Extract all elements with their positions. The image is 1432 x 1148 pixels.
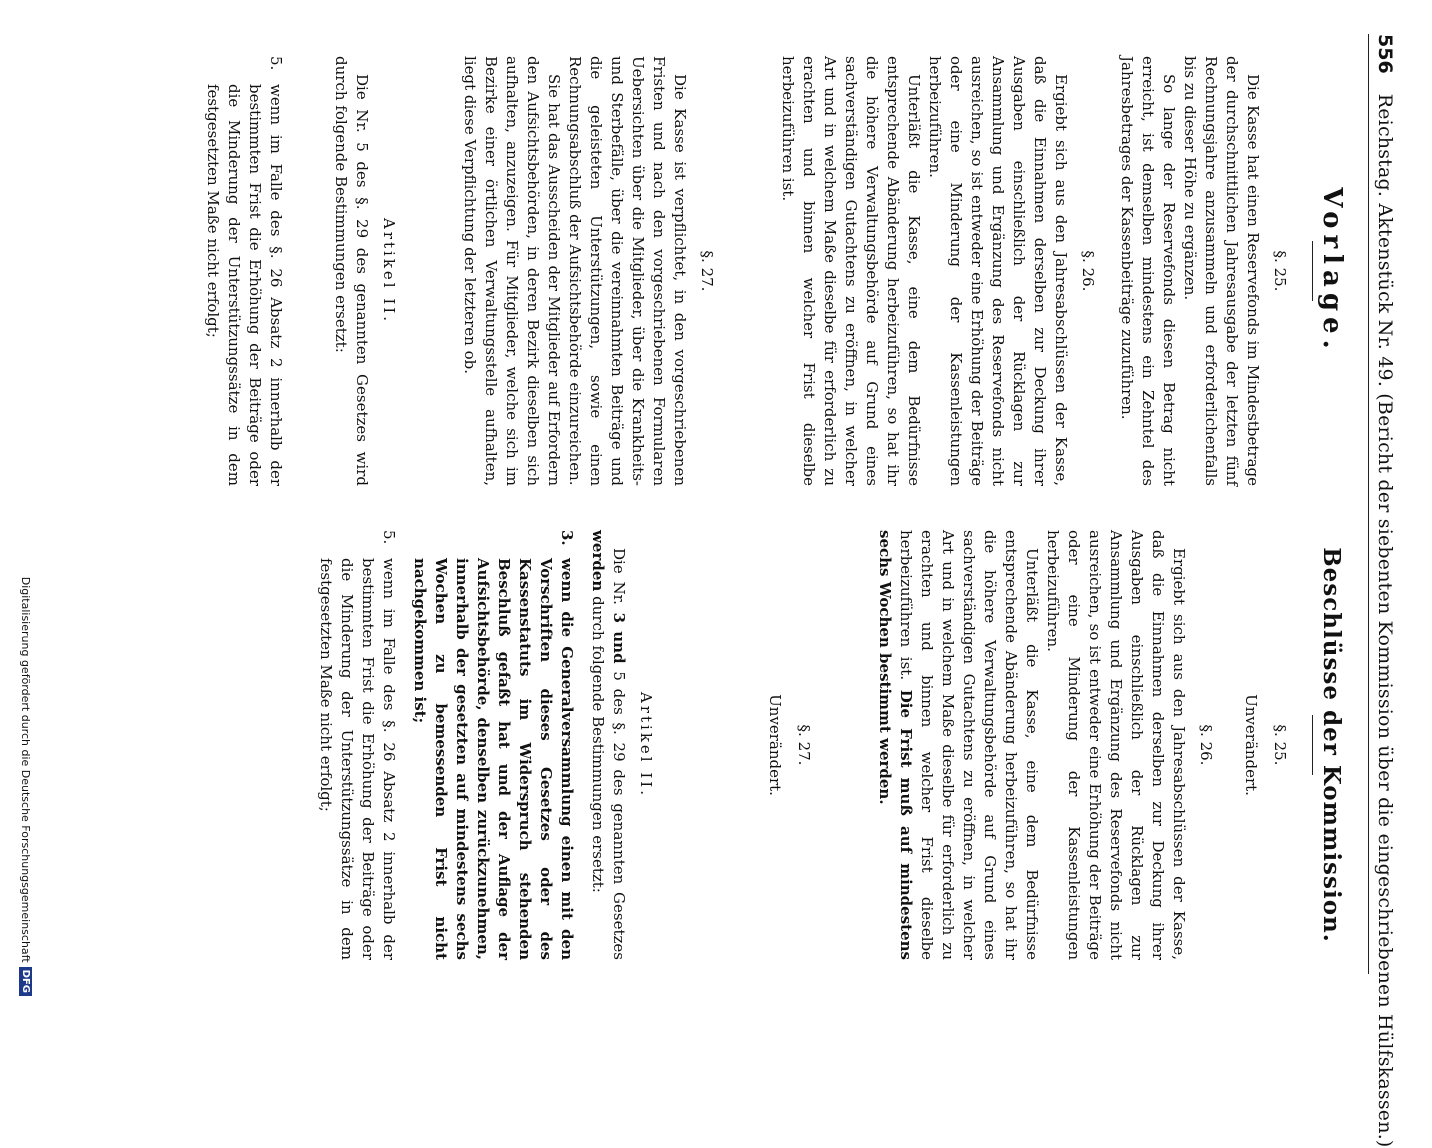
left-column-vorlage xyxy=(202,56,1348,486)
item-number: 5. xyxy=(267,56,285,71)
section-26-paragraph-2: Unterläßt die Kasse, eine dem Bedürfnisse entsprechende Abänderung herbeizuführen, so hat ihr die höhere Verwaltungsbehörde auf Grund eines sachverständigen Gutachtens zu eröffnen, in welcher Art und in welchem Maße dieselbe für erforderlich zu erachten und binnen welcher Frist dieselbe herbeizuführen ist. xyxy=(779,56,923,486)
article-2-text-b: 3 und xyxy=(610,612,628,664)
list-item xyxy=(315,530,399,960)
section-26-paragraph-1: Ergiebt sich aus den Jahresabschlüssen der Kasse, daß die Einnahmen derselben zur Deckung ihrer Ausgaben einschließlich der Rücklagen zur Ansammlung und Ergänzung des Reservefonds nicht ausreichen, so ist entweder eine Erhöhung der Beiträge oder eine Minderung der Kassenleistungen herbeizuführen. xyxy=(926,56,1070,486)
list-item xyxy=(409,530,577,960)
section-26-title: §. 26. xyxy=(1197,724,1215,766)
heading-rule xyxy=(1312,715,1313,775)
article-2-paragraph: Die Nr. 5 des §. 29 des genannten Gesetzes wird durch folgende Bestimmungen ersetzt: xyxy=(332,56,371,486)
section-26-added-sentence: Die Frist muß auf mindestens sechs Wochen bestimmt werden. xyxy=(876,530,915,960)
section-27-paragraph-1: Die Kasse ist verpflichtet, in den vorgeschriebenen Fristen und nach den vorgeschriebenen Formularen Uebersichten über die Mitglieder, über die Krankheits- und Sterbefälle, über die vereinnahmten Beiträge und die geleisteten Unterstützungen, sowie einen Rechnungsabschluß der Aufsichtsbehörde einzureichen. xyxy=(566,56,689,486)
right-column-beschluesse xyxy=(315,530,1348,960)
item-text: wenn im Falle des §. 26 Absatz 2 innerhalb der bestimmten Frist die Erhöhung der Beiträge oder die Minderung der Unterstützungssätze in dem festgesetzten Maße nicht erfolgt; xyxy=(204,84,285,486)
article-2-title: Artikel II. xyxy=(637,692,655,798)
section-25-paragraph-1: Die Kasse hat einen Reservefonds im Mindestbetrage der durchschnittlichen Jahresausgabe der letzten fünf Rechnungsjahre anzusammeln und erforderlichenfalls bis zu dieser Höhe zu ergänzen. xyxy=(1181,56,1262,486)
left-column-heading: Vorlage. xyxy=(1317,187,1347,355)
section-27-title: §. 27. xyxy=(698,250,716,292)
section-26-paragraph-1: Ergiebt sich aus den Jahresabschlüssen der Kasse, daß die Einnahmen derselben zur Deckung ihrer Ausgaben einschließlich der Rücklagen zur Ansammlung und Ergänzung des Reservefonds nicht ausreichen, so ist entweder eine Erhöhung der Beiträge oder eine Minderung der Kassenleistungen herbeizuführen. xyxy=(1044,530,1188,960)
list-item xyxy=(202,56,286,486)
heading-rule xyxy=(1312,241,1313,301)
section-27-title: §. 27. xyxy=(795,724,813,766)
item-text: wenn im Falle des §. 26 Absatz 2 innerhalb der bestimmten Frist die Erhöhung der Beiträge oder die Minderung der Unterstützungssätze in dem festgesetzten Maße nicht erfolgt; xyxy=(317,558,398,960)
section-25-paragraph-2: So lange der Reservefonds diesen Betrag nicht erreicht, ist demselben mindestens ein Zehntel des Jahresbetrages der Kassenbeiträge zuzuführen. xyxy=(1118,56,1178,486)
article-2-text-e: durch folgende Bestimmungen ersetzt: xyxy=(589,596,607,893)
right-column-heading: Beschlüsse der Kommission. xyxy=(1318,547,1345,943)
page-header xyxy=(1368,34,1396,1148)
digitization-footer xyxy=(19,0,32,1000)
unchanged-note: Unverändert. xyxy=(766,694,784,796)
unchanged-note: Unverändert. xyxy=(1242,694,1260,796)
item-number: 3. xyxy=(558,530,576,546)
article-2-paragraph xyxy=(587,530,629,960)
item-number: 5. xyxy=(380,530,398,545)
section-26-paragraph-2 xyxy=(874,530,1042,960)
section-26-title: §. 26. xyxy=(1079,250,1097,292)
running-title: Reichstag. Aktenstück Nr. 49. (Bericht der siebenten Kommission über die eingeschriebenen Hülfskassen.) xyxy=(1374,93,1396,1148)
dfg-logo: DFG xyxy=(19,967,32,996)
section-25-title: §. 25. xyxy=(1271,250,1289,292)
footer-text: Digitalisierung gefördert durch die Deutsche Forschungsgemeinschaft xyxy=(19,576,32,963)
article-2-text-c: 5 des §. 29 des genannten Gesetzes xyxy=(610,671,628,960)
item-text: wenn die Generalversammlung einen mit den Vorschriften dieses Gesetzes oder des Kassenstatuts im Widerspruch stehenden Beschluß gefaßt hat und der Auflage der Aufsichtsbehörde, denselben zurückzunehmen, innerhalb der gesetzten auf mindestens sechs Wochen zu bemessenden Frist nicht nachgekommen ist; xyxy=(411,558,576,960)
section-25-title: §. 25. xyxy=(1271,724,1289,766)
section-27-paragraph-2: Sie hat das Ausscheiden der Mitglieder auf Erfordern den Aufsichtsbehörden, in deren Bezirk dieselben sich aufhalten, anzuzeigen. Für Mitglieder, welche sich im Bezirke einer örtlichen Verwaltungsstelle aufhalten, liegt diese Verpflichtung der letzteren ob. xyxy=(461,56,563,486)
page-number: 556 xyxy=(1374,34,1396,74)
article-2-title: Artikel II. xyxy=(380,218,398,324)
article-2-text-d: werden xyxy=(589,530,607,592)
article-2-text-a: Die Nr. xyxy=(610,548,628,605)
section-26-paragraph-2-text: Unterläßt die Kasse, eine dem Bedürfnisse entsprechende Abänderung herbeizuführen, so hat ihr die höhere Verwaltungsbehörde auf Grund eines sachverständigen Gutachtens zu eröffnen, in welcher Art und in welchem Maße dieselbe für erforderlich zu erachten und binnen welcher Frist dieselbe herbeizuführen ist. xyxy=(897,530,1041,960)
